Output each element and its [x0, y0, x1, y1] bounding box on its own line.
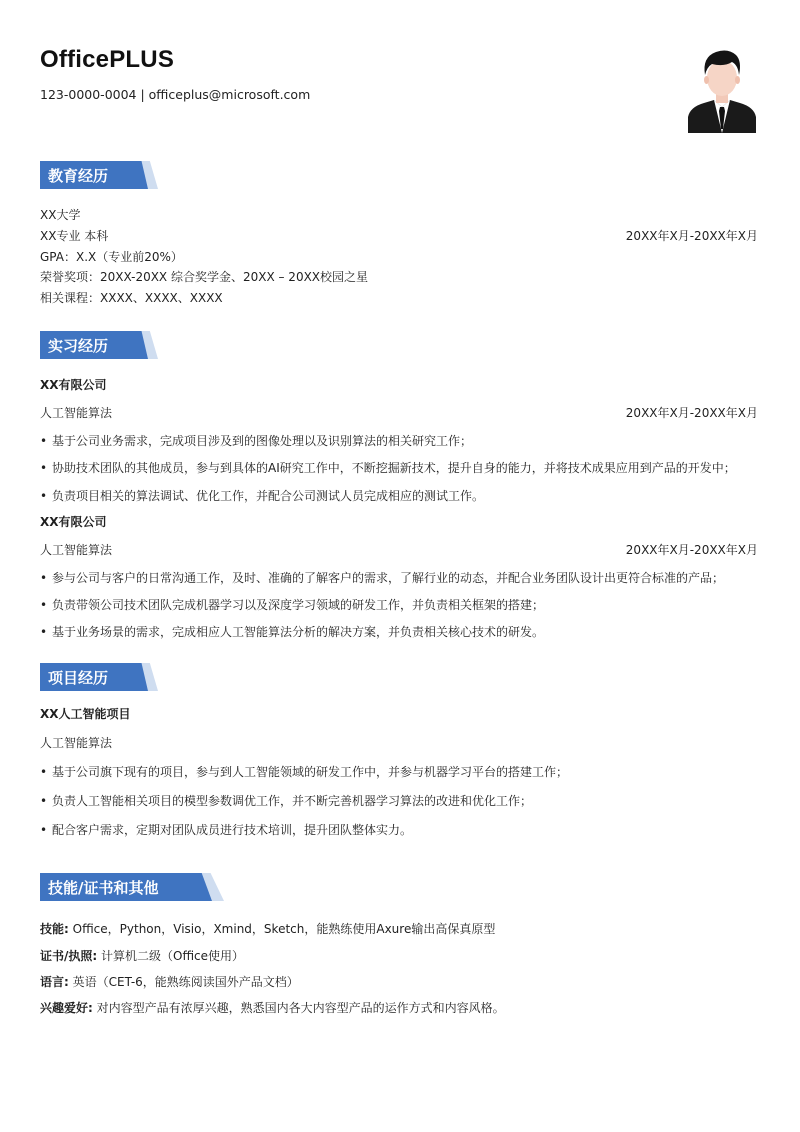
education-major-row [40, 227, 758, 244]
job-role-row [40, 541, 758, 558]
section-title: 教育经历 [48, 167, 109, 185]
language-row: 语言: 英语（CET-6，能熟练阅读国外产品文档） [40, 975, 299, 989]
education-date: 20XX年X月-20XX年X月 [625, 229, 758, 243]
list-item: • 负责人工智能相关项目的模型参数调优工作，并不断完善机器学习算法的改进和优化工作； [40, 794, 533, 808]
list-item: • 基于公司业务需求，完成项目涉及到的图像处理以及识别算法的相关研究工作； [40, 434, 473, 448]
section-header-internship [40, 331, 240, 359]
project-name: XX人工智能项目 [40, 707, 131, 721]
contact-info: 123-0000-0004 | officeplus@microsoft.com [40, 87, 311, 102]
hobby-row: 兴趣爱好: 对内容型产品有浓厚兴趣，熟悉国内各大内容型产品的运作方式和内容风格。 [40, 1001, 505, 1015]
company-name: XX有限公司 [40, 378, 107, 392]
section-title: 项目经历 [48, 669, 109, 687]
list-item: • 负责带领公司技术团队完成机器学习以及深度学习领域的研发工作，并负责相关框架的搭建； [40, 598, 545, 612]
honors: 荣誉奖项：20XX-20XX 综合奖学金、20XX – 20XX校园之星 [40, 270, 369, 284]
section-header-project [40, 663, 240, 691]
job-date: 20XX年X月-20XX年X月 [625, 406, 758, 420]
certificate-row: 证书/执照: 计算机二级（Office使用） [40, 949, 245, 963]
job-role: 人工智能算法 [40, 406, 113, 420]
job-role-row [40, 404, 758, 421]
list-item: • 协助技术团队的其他成员，参与到具体的AI研究工作中，不断挖掘新技术，提升自身的能力，并将技术成果应用到产品的开发中； [40, 461, 736, 475]
list-item: • 负责项目相关的算法调试、优化工作，并配合公司测试人员完成相应的测试工作。 [40, 489, 485, 503]
candidate-name: OfficePLUS [40, 46, 175, 73]
company-name: XX有限公司 [40, 515, 107, 529]
gpa: GPA：X.X（专业前20%） [40, 250, 183, 264]
list-item: • 基于公司旗下现有的项目，参与到人工智能领域的研发工作中，并参与机器学习平台的搭建工作； [40, 765, 569, 779]
job-date: 20XX年X月-20XX年X月 [625, 543, 758, 557]
list-item: • 配合客户需求，定期对团队成员进行技术培训，提升团队整体实力。 [40, 823, 413, 837]
section-header-skills [40, 873, 240, 901]
list-item: • 基于业务场景的需求，完成相应人工智能算法分析的解决方案，并负责相关核心技术的研发。 [40, 625, 545, 639]
project-role: 人工智能算法 [40, 736, 113, 750]
major-degree: XX专业 本科 [40, 229, 109, 243]
section-title: 实习经历 [48, 337, 109, 355]
avatar-icon [688, 45, 756, 133]
skill-row: 技能: Office，Python，Visio，Xmind，Sketch，能熟练使用Axure输出高保真原型 [40, 922, 496, 936]
section-title: 技能/证书和其他 [48, 879, 159, 897]
school-name: XX大学 [40, 208, 81, 222]
job-role: 人工智能算法 [40, 543, 113, 557]
section-header-education [40, 161, 240, 189]
list-item: • 参与公司与客户的日常沟通工作，及时、准确的了解客户的需求，了解行业的动态，并配合业务团队设计出更符合标准的产品； [40, 571, 725, 585]
related-courses: 相关课程：XXXX、XXXX、XXXX [40, 291, 223, 305]
